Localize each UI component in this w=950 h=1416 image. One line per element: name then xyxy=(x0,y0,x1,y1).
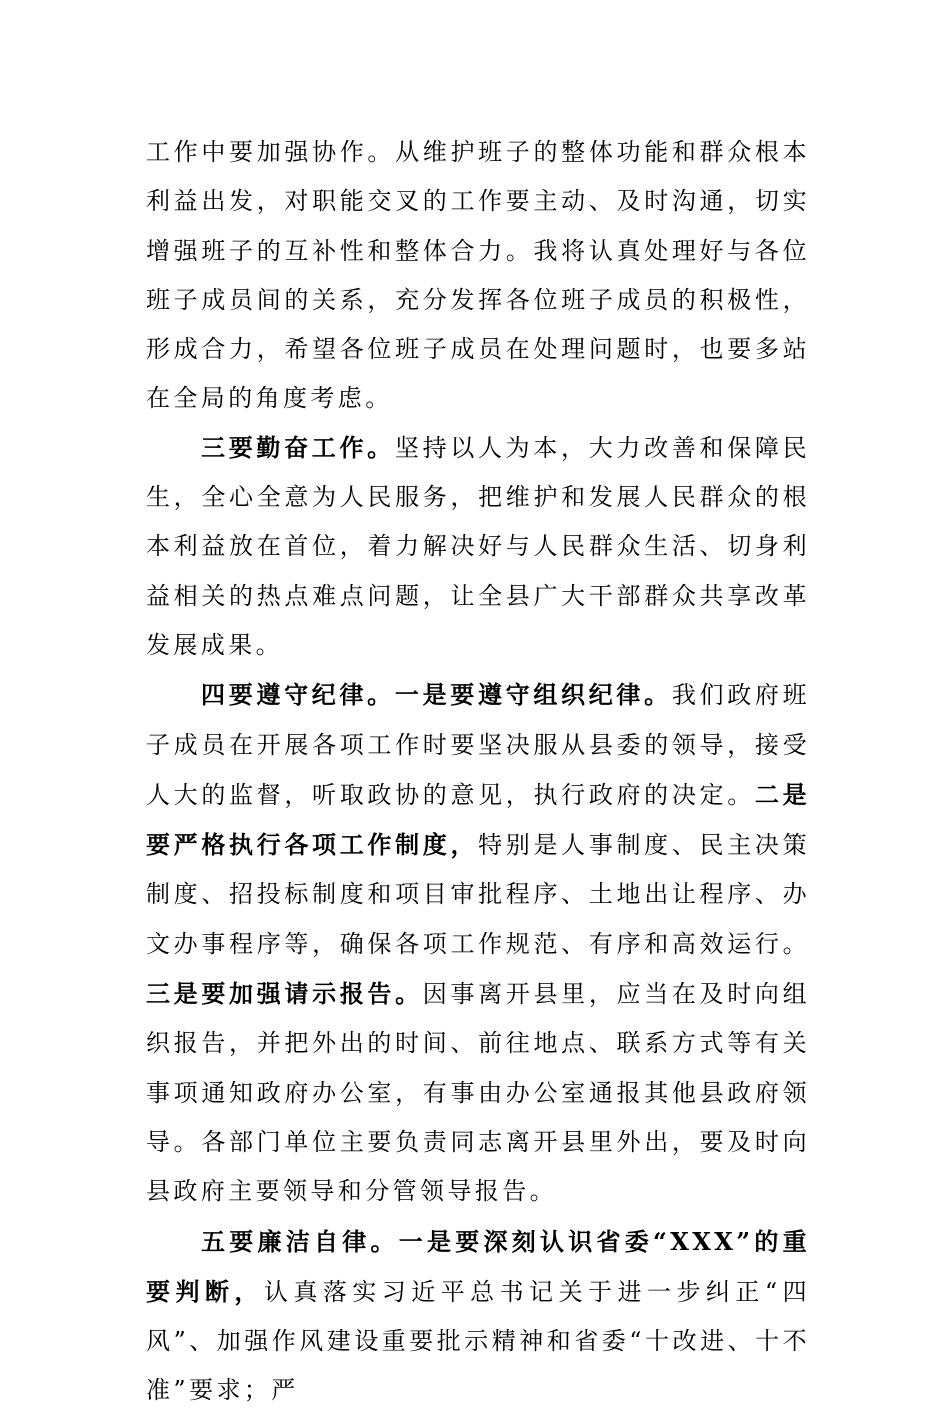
emphasis-text: 一是要遵守组织纪律。 xyxy=(394,680,672,710)
body-text: 我们政府班子成员在开展各项工作时要坚决服从县委的领导，接受人大的监督，听取政协的意见，执行政府的决定。 xyxy=(146,681,811,809)
body-text: 工作中要加强协作。从维护班子的整体功能和群众根本利益出发，对职能交叉的工作要主动、及时沟通，切实增强班子的互补性和整体合力。我将认真处理好与各位班子成员间的关系，充分发挥各位班子成员的积极性，形成合力，希望各位班子成员在处理问题时，也要多站在全局的角度考虑。 xyxy=(146,138,810,413)
body-text: 特别是人事制度、民主决策制度、招投标制度和项目审批程序、土地出让程序、办文办事程序等，确保各项工作规范、有序和高效运行。 xyxy=(146,831,810,958)
paragraph xyxy=(146,670,810,1216)
section-heading: 四要遵守纪律。 xyxy=(201,681,395,710)
body-text: 认真落实习近平总书记关于进一步纠正“四风”、加强作风建设重要批示精神和省委“十改进、十不准”要求；严 xyxy=(146,1277,810,1405)
paragraph xyxy=(146,424,810,670)
emphasis-text: 三是要加强请示报告。 xyxy=(146,979,423,1009)
paragraph xyxy=(146,128,810,424)
paragraph xyxy=(146,1217,810,1416)
body-text: 坚持以人为本，大力改善和保障民生，全心全意为人民服务，把维护和发展人民群众的根本利益放在首位，着力解决好与人民群众生活、切身利益相关的热点难点问题，让全县广大干部群众共享改革发展成果。 xyxy=(146,433,810,659)
emphasis-text: 二是要严格执行各项工作制度， xyxy=(146,779,810,860)
section-heading: 五要廉洁自律。 xyxy=(201,1227,399,1256)
section-heading: 三要勤奋工作。 xyxy=(201,433,395,462)
body-text: 因事离开县里，应当在及时向组织报告，并把外出的时间、前往地点、联系方式等有关事项通知政府办公室，有事由办公室通报其他县政府领导。各部门单位主要负责同志离开县里外出，要及时向县政府主要领导和分管领导报告。 xyxy=(146,980,810,1206)
document-body xyxy=(146,128,810,1416)
emphasis-text: 一是要深刻认识省委“XXX”的重要判断， xyxy=(146,1226,810,1306)
